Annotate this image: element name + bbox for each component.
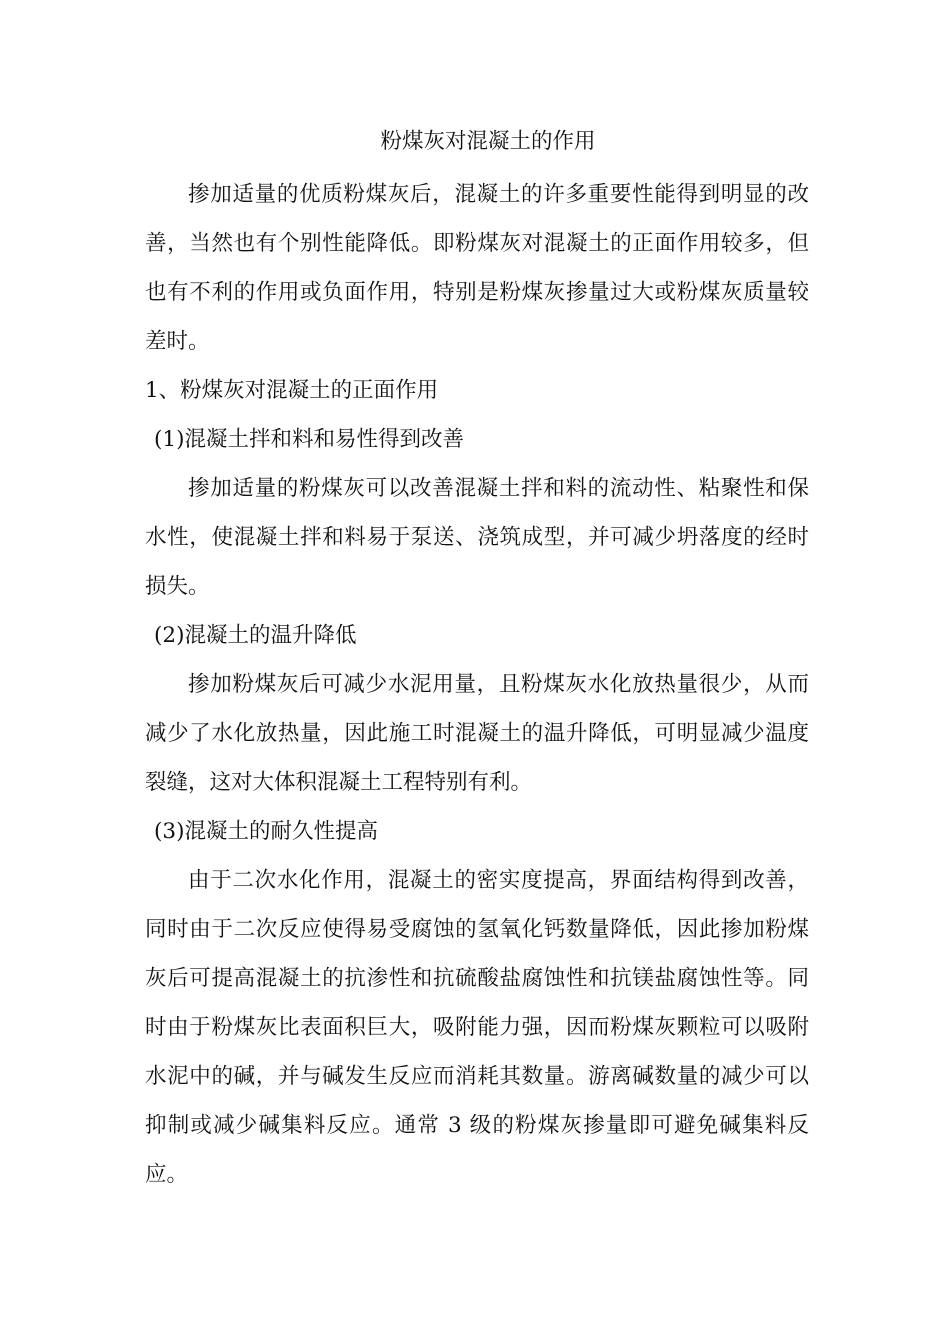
document-title: 粉煤灰对混凝土的作用 (380, 129, 596, 154)
subsection-paragraph-1: 掺加适量的粉煤灰可以改善混凝土拌和料的流动性、粘聚性和保水性，使混凝土拌和料易于泵送、浇筑成型，并可减少坍落度的经时损失。 (145, 476, 809, 599)
section-heading: 1、粉煤灰对混凝土的正面作用 (145, 378, 439, 403)
subsection-heading-1: (1)混凝土拌和料和易性得到改善 (154, 427, 464, 452)
subsection-heading-2: (2)混凝土的温升降低 (154, 623, 357, 648)
document-body (145, 117, 809, 1199)
subsection-paragraph-2: 掺加粉煤灰后可减少水泥用量，且粉煤灰水化放热量很少，从而减少了水化放热量，因此施工时混凝土的温升降低，可明显减少温度裂缝，这对大体积混凝土工程特别有利。 (145, 672, 809, 795)
subsection-paragraph-3: 由于二次水化作用，混凝土的密实度提高，界面结构得到改善，同时由于二次反应使得易受腐蚀的氢氧化钙数量降低，因此掺加粉煤灰后可提高混凝土的抗渗性和抗硫酸盐腐蚀性和抗镁盐腐蚀性等。同时由于粉煤灰比表面积巨大，吸附能力强，因而粉煤灰颗粒可以吸附水泥中的碱，并与碱发生反应而消耗其数量。游离碱数量的减少可以抑制或减少碱集料反应。通常 3 级的粉煤灰掺量即可避免碱集料反应。 (145, 868, 809, 1187)
subsection-heading-3: (3)混凝土的耐久性提高 (154, 819, 378, 844)
intro-paragraph: 掺加适量的优质粉煤灰后，混凝土的许多重要性能得到明显的改善，当然也有个别性能降低。即粉煤灰对混凝土的正面作用较多，但也有不利的作用或负面作用，特别是粉煤灰掺量过大或粉煤灰质量较差时。 (145, 182, 809, 354)
